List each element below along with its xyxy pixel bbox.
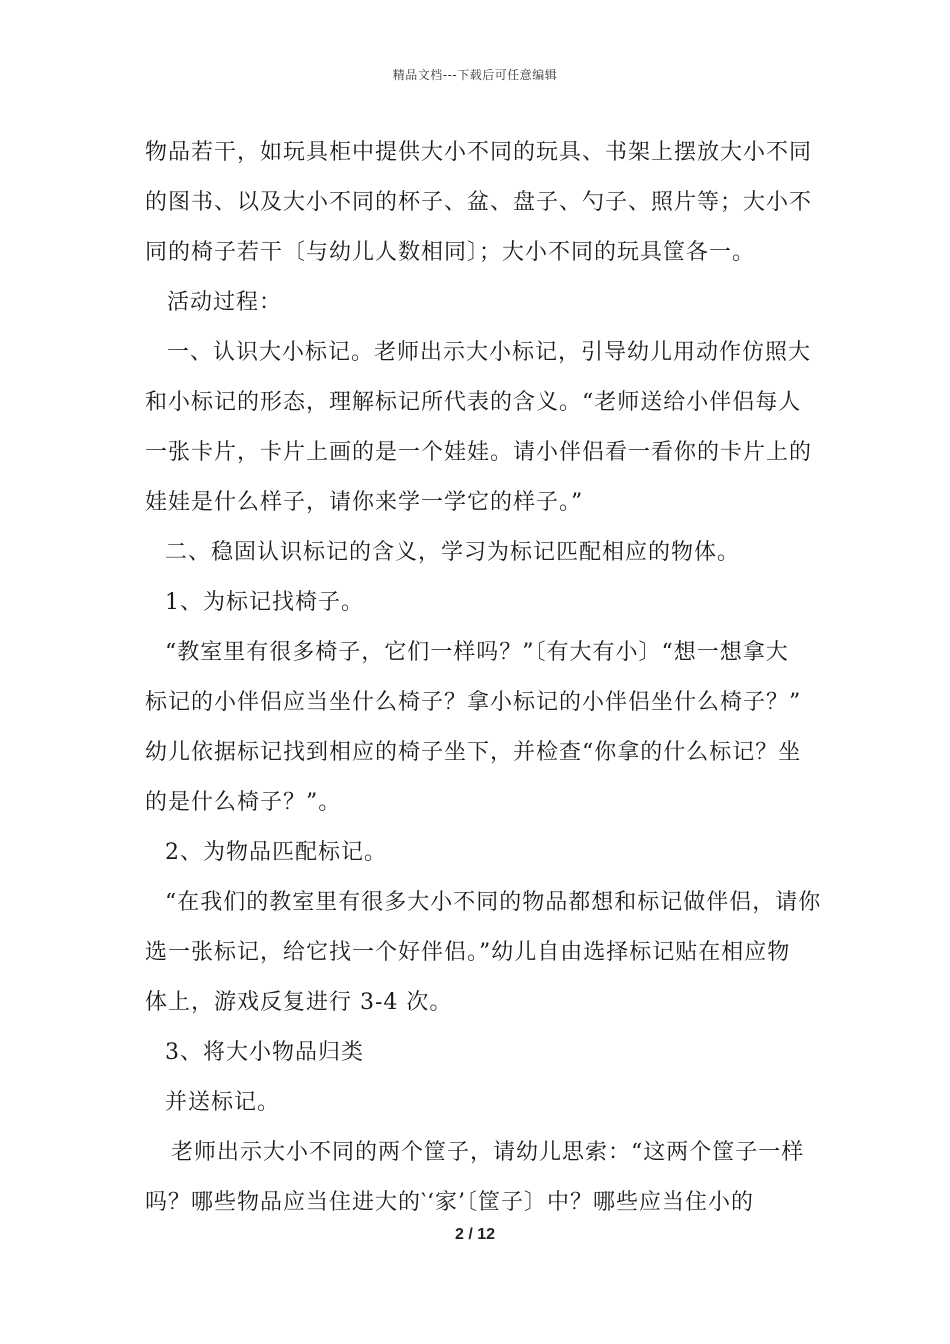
text-line: 的图书、以及大小不同的杯子、盆、盘子、勺子、照片等；大小不 xyxy=(145,190,813,215)
text-line: “在我们的教室里有很多大小不同的物品都想和标记做伴侣，请你 xyxy=(165,890,822,915)
text-line: 的是什么椅子？”。 xyxy=(145,790,342,815)
page-number: 2 / 12 xyxy=(454,1226,496,1243)
text-line: 标记的小伴侣应当坐什么椅子？拿小标记的小伴侣坐什么椅子？” xyxy=(145,690,802,715)
text-line: 物品若干，如玩具柜中提供大小不同的玩具、书架上摆放大小不同 xyxy=(145,140,813,165)
text-line: 并送标记。 xyxy=(165,1090,281,1115)
subsection-heading: 2、为物品匹配标记。 xyxy=(165,840,387,865)
text-line: 娃娃是什么样子，请你来学一学它的样子。” xyxy=(145,490,584,515)
text-line: 一张卡片，卡片上画的是一个娃娃。请小伴侣看一看你的卡片上的 xyxy=(145,440,813,465)
subsection-heading: 1、为标记找椅子。 xyxy=(165,590,364,615)
page-header: 精品文档---下载后可任意编辑 xyxy=(392,68,558,82)
text-line: 吗？哪些物品应当住进大的‵‘家’〔筐子〕中？哪些应当住小的 xyxy=(145,1190,754,1215)
section-heading: 二、稳固认识标记的含义，学习为标记匹配相应的物体。 xyxy=(165,540,741,565)
text-line: 幼儿依据标记找到相应的椅子坐下，并检查“你拿的什么标记？坐 xyxy=(145,740,802,765)
subsection-heading: 3、将大小物品归类 xyxy=(165,1040,364,1065)
text-line: 体上，游戏反复进行 3-4 次。 xyxy=(145,990,453,1015)
text-line: 和小标记的形态，理解标记所代表的含义。“老师送给小伴侣每人 xyxy=(145,390,802,415)
text-line: 同的椅子若干〔与幼儿人数相同〕；大小不同的玩具筐各一。 xyxy=(145,240,756,265)
text-line: 一、认识大小标记。老师出示大小标记，引导幼儿用动作仿照大 xyxy=(167,340,812,365)
section-heading: 活动过程： xyxy=(167,290,283,315)
text-line: 老师出示大小不同的两个筐子，请幼儿思索：“这两个筐子一样 xyxy=(171,1140,805,1165)
document-body xyxy=(145,128,822,1228)
text-line: “教室里有很多椅子，它们一样吗？”〔有大有小〕“想一想拿大 xyxy=(165,640,789,665)
text-line: 选一张标记，给它找一个好伴侣。”幼儿自由选择标记贴在相应物 xyxy=(145,940,791,965)
